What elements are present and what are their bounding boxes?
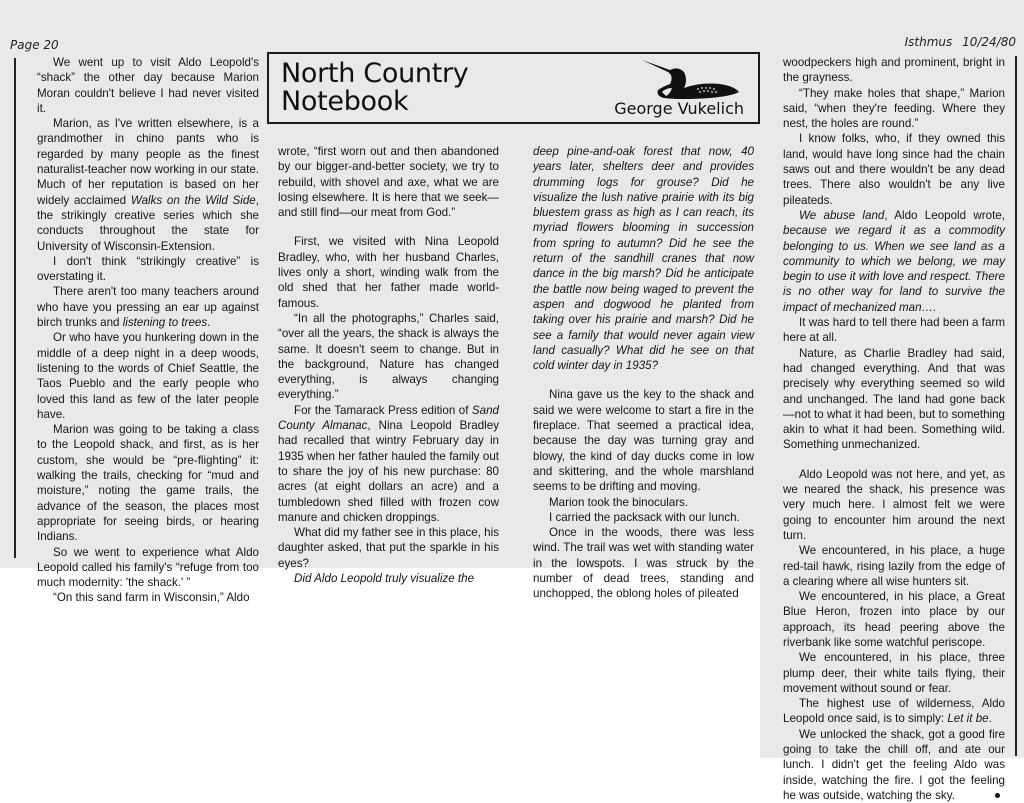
left-column-rule	[14, 58, 16, 558]
column-title-line-1: North Country	[281, 58, 469, 89]
paragraph: Nina gave us the key to the shack and said we were welcome to start a fire in the fireplace. That seemed a practical idea, because the day was turning gray and blowy, the kind of day ducks come in low and skittering, and the whole marshland seems to be drifting and moving.	[533, 388, 754, 494]
emphasis-listening: listening to trees	[122, 316, 208, 330]
paragraph: deep pine-and-oak forest that now, 40 years later, shelters deer and provides drumming logs for grouse? Did he visualize the lush native prairie with its big bluestem grass as high as I can reach, its myriad flowers blooming in succession from spring to autumn? Did he see the return of the sandhill cranes that now dance in the big marsh? Did he anticipate the battle now being waged to prevent the aspen and dogwood he planted from taking over his prairie and marsh? Did he see a family that would never again view land casually? What did he see on that cold winter day in 1935?	[533, 145, 754, 373]
paragraph: Did Aldo Leopold truly visualize the	[294, 572, 475, 586]
paragraph: “They make holes that shape,” Marion said, “when they're feeding. Where they nest, the holes are round.”	[783, 86, 1005, 131]
publication-name: Isthmus	[904, 35, 953, 49]
paragraph: wrote, “first worn out and then abandoned by our bigger-and-better society, we try to rebuild, with shovel and axe, what we are losing elsewhere. It is here that we seek—and still find—our meat from God.”	[278, 145, 499, 220]
paragraph	[783, 208, 1005, 315]
emphasis-let-it-be: Let it be	[947, 712, 989, 726]
paragraph: Marion was going to be taking a class to the Leopold shack, and first, as is her custom, she would be “pre-flighting” it: walking the trails, checking for “mud and moisture,” noting the game trails, the advance of the season, the places most appropriate for seeing birds, or hearing Indians.	[37, 423, 259, 544]
leopold-quote: because we regard it as a commodity belonging to us. When we see land as a community to which we belong, we may begin to use it with love and respect. There is no other way for land to survive the impact of mechanized man….	[783, 224, 1005, 314]
text-run: .	[988, 712, 992, 726]
paragraph: What did my father see in this place, his daughter asked, that put the sparkle in his eyes?	[278, 526, 499, 570]
paragraph: Or who have you hunkering down in the middle of a deep night in a deep woods, listening to the words of Chief Seattle, the Taos Pueblo and the early people who loved this land as few of the later people have.	[37, 331, 259, 421]
author-byline: George Vukelich	[614, 99, 744, 118]
paragraph	[783, 696, 1005, 727]
text-run: For the Tamarack Press edition of	[294, 403, 472, 417]
paragraph	[37, 116, 259, 254]
text-run: , the strikingly creative series which she conducts throughout the state for University of Wisconsin-Extension.	[37, 193, 259, 253]
text-run: There aren't too many teachers around who have you pressing an ear up against birch trunks and	[37, 285, 259, 330]
loon-icon	[640, 58, 740, 102]
publication-dateline	[905, 35, 1016, 49]
paragraph: We went up to visit Aldo Leopold's “shack” the other day because Marion Moran couldn't believe I had never visited it.	[37, 56, 259, 115]
paragraph	[278, 403, 499, 525]
paragraph: “On this sand farm in Wisconsin,” Aldo	[53, 591, 250, 605]
article-column-2	[278, 144, 499, 586]
paragraph: It was hard to tell there had been a farm here at all.	[783, 316, 1005, 345]
text-run: , Aldo Leopold wrote,	[884, 208, 1005, 222]
page-number-label: Page 20	[10, 38, 59, 52]
end-of-article-bullet-icon	[995, 793, 1000, 798]
paragraph: “In all the photographs,” Charles said, “over all the years, the shack is always the same. It doesn't seem to change. But in the background, Nature has changed everything, is always changing everything.”	[278, 311, 499, 402]
book-title-walks: Walks on the Wild Side	[130, 193, 256, 207]
paragraph: Marion took the binoculars.	[549, 495, 689, 509]
paragraph: So we went to experience what Aldo Leopold called his family's “refuge from too much modernity: 'the shack.' ”	[37, 545, 259, 590]
column-title-box	[267, 52, 760, 124]
column-title-line-2: Notebook	[281, 86, 409, 117]
column-title	[281, 60, 468, 116]
quote-lead: We abuse land	[799, 208, 885, 222]
paragraph: We encountered, in his place, a huge red-tail hawk, rising lazily from the edge of a clearing where all wise hunters sit.	[783, 544, 1005, 588]
paragraph: I carried the packsack with our lunch.	[549, 510, 740, 524]
paragraph: First, we visited with Nina Leopold Bradley, who, with her husband Charles, lives only a short, winding walk from the old shed that her father made world-famous.	[278, 235, 499, 310]
text-run: , Nina Leopold Bradley had recalled that wintry February day in 1935 when her father hauled the family out to share the joy of his new purchase: 80 acres (at eight dollars an acre) and a tumbledown shed filled with frozen cow manure and chicken droppings.	[278, 419, 499, 524]
article-column-1	[37, 55, 259, 606]
paragraph: Aldo Leopold was not here, and yet, as we neared the shack, his presence was very much here. I almost felt we were going to encounter him around the next turn.	[783, 467, 1005, 542]
text-run: Marion, as I've written elsewhere, is a grandmother in chino pants who is regarded by many people as the finest naturalist-teacher now working in our state. Much of her reputation is based on her widely acclaimed	[37, 117, 259, 207]
paragraph: We encountered, in his place, a Great Blue Heron, frozen into place by our approach, its head peering above the riverbank like some watchful periscope.	[783, 590, 1005, 649]
paragraph: Once in the woods, there was less wind. The trail was wet with standing water in the lowspots. I was struck by the number of dead trees, standing and unchopped, the oblong holes of pileated	[533, 526, 754, 601]
right-column-rule	[1015, 56, 1017, 756]
text-run: We unlocked the shack, got a good fire going to take the chill off, and ate our lunch. I didn't get the feeling Aldo was inside, watching the fire. I got the feeling he was outside, watching the sky.	[783, 727, 1005, 802]
text-run: The highest use of wilderness, Aldo Leopold once said, is to simply:	[783, 697, 1005, 726]
paragraph	[783, 727, 1005, 803]
article-column-4	[783, 55, 1005, 803]
paragraph: We encountered, in his place, three plump deer, their white tails flying, their movement without sound or fear.	[783, 651, 1005, 695]
book-title-almanac: Sand County Almanac	[278, 403, 499, 433]
paragraph: woodpeckers high and prominent, bright in the grayness.	[783, 56, 1005, 85]
publication-date: 10/24/80	[962, 35, 1016, 49]
paragraph: Nature, as Charlie Bradley had said, had changed everything. And that was precisely why everything seemed so wild and unchanged. The land had gone back—not to what it had been, but to something akin to what it had been. Something wild. Something unmechanized.	[783, 346, 1005, 452]
paragraph	[37, 284, 259, 330]
text-run: .	[207, 316, 211, 330]
paragraph: I know folks, who, if they owned this land, would have long since had the chain saws out and there wouldn't be any dead trees. There also wouldn't be any live pileateds.	[783, 132, 1005, 207]
paragraph: I don't think “strikingly creative” is overstating it.	[37, 254, 259, 284]
article-column-3	[533, 144, 754, 602]
